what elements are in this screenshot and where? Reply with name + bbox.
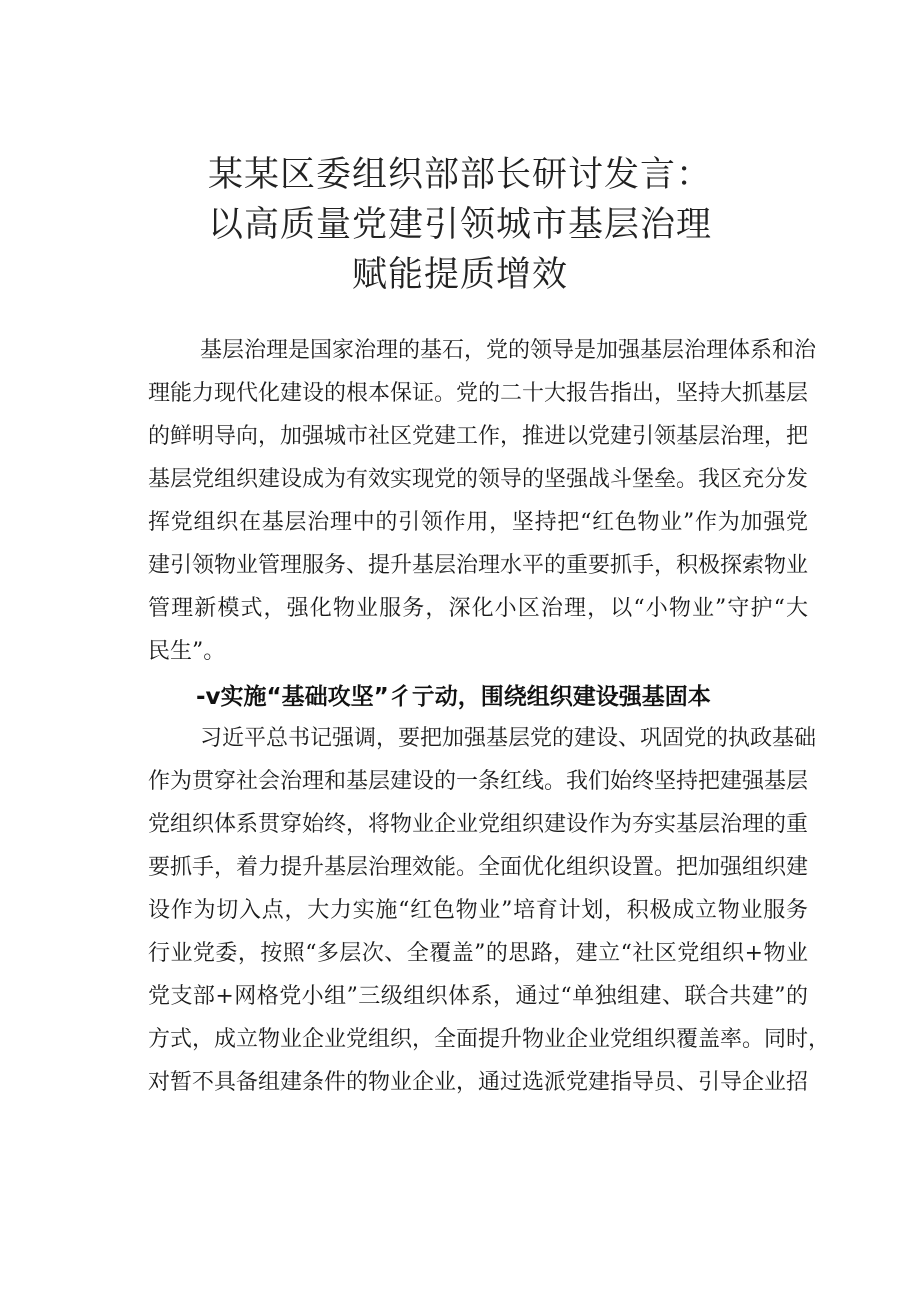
title-line-3: 赋能提质增效 [351,255,568,295]
section-heading: -v实施“基础攻坚”彳亍动，围绕组织建设强基固本 [196,684,711,710]
paragraph1-line-7: 管理新模式，强化物业服务，深化小区治理，以“小物业”守护“大 [148,596,808,621]
title-line-2: 以高质量党建引领城市基层治理 [207,205,712,245]
paragraph2-line-3: 党组织体系贯穿始终，将物业企业党组织建设作为夯实基层治理的重 [148,812,809,837]
paragraph1-line-4: 基层党组织建设成为有效实现党的领导的坚强战斗堡垒。我区充分发 [148,467,809,492]
title-line-1: 某某区委组织部部长研讨发言： [207,155,712,195]
document-title [0,150,920,300]
paragraph1-line-1: 基层治理是国家治理的基石，党的领导是加强基层治理体系和治 [200,338,817,363]
paragraph2-line-4: 要抓手，着力提升基层治理效能。全面优化组织设置。把加强组织建 [148,855,809,880]
paragraph1-line-6: 建引领物业管理服务、提升基层治理水平的重要抓手，积极探索物业 [148,553,809,578]
paragraph2-line-2: 作为贯穿社会治理和基层建设的一条红线。我们始终坚持把建强基层 [148,769,809,794]
paragraph2-line-5: 设作为切入点，大力实施“红色物业”培育计划，积极成立物业服务 [148,898,808,923]
paragraph1-line-3: 的鲜明导向，加强城市社区党建工作，推进以党建引领基层治理，把 [148,424,809,449]
paragraph2-line-7: 党支部+网格党小组”三级组织体系，通过“单独组建、联合共建”的 [148,984,808,1009]
paragraph1-line-2: 理能力现代化建设的根本保证。党的二十大报告指出，坚持大抓基层 [148,381,809,406]
paragraph2-line-1: 习近平总书记强调，要把加强基层党的建设、巩固党的执政基础 [200,726,817,751]
paragraph1-line-5: 挥党组织在基层治理中的引领作用，坚持把“红色物业”作为加强党 [148,510,808,535]
paragraph2-line-9: 对暂不具备组建条件的物业企业，通过选派党建指导员、引导企业招 [148,1070,809,1095]
paragraph2-line-6: 行业党委，按照“多层次、全覆盖”的思路，建立“社区党组织+物业 [148,941,808,966]
paragraph2-line-8: 方式，成立物业企业党组织，全面提升物业企业党组织覆盖率。同时， [148,1027,831,1052]
paragraph1-line-8: 民生”。 [148,639,226,664]
